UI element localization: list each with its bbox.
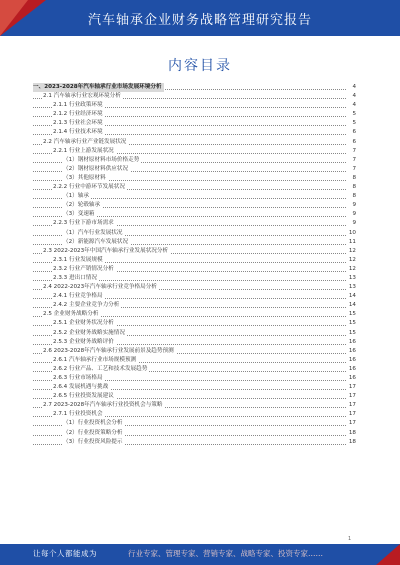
toc-entry-text: （1）钢材原材料市场价格走势 [63, 156, 141, 165]
toc-entry[interactable] [33, 110, 356, 119]
toc-entry[interactable] [33, 256, 356, 265]
toc-entry[interactable] [33, 347, 356, 356]
toc-entry-page: 15 [347, 329, 356, 338]
toc-entry-page: 7 [347, 147, 356, 156]
toc-entry-page: 14 [347, 301, 356, 310]
toc-entry-page: 15 [347, 319, 356, 328]
toc-entry-text: （2）新能源汽车发展状况 [63, 238, 130, 247]
toc-entry[interactable] [33, 319, 356, 328]
toc-entry-text: 2.6.5 行业投资发展建议 [53, 392, 116, 401]
toc-entry-text: 2.2.2 行业中游环节发展状况 [53, 183, 127, 192]
toc-entry[interactable] [33, 210, 356, 219]
footer-slogan: 让每个人都能成为 [33, 549, 97, 558]
toc-entry-text: （1）行业投资机会分析 [63, 419, 125, 428]
toc-entry[interactable] [33, 356, 356, 365]
toc-entry[interactable] [33, 410, 356, 419]
toc-entry-page: 16 [347, 365, 356, 374]
toc-entry-text: 2.1.1 行业政策环境 [53, 101, 105, 110]
toc-entry[interactable] [33, 219, 356, 228]
toc-entry-page: 5 [347, 119, 356, 128]
toc-entry[interactable] [33, 201, 356, 210]
toc-entry[interactable] [33, 247, 356, 256]
toc-entry-text: 2.4 2022-2023年汽车轴承行业竞争格局分析 [43, 283, 159, 292]
toc-entry-page: 16 [347, 374, 356, 383]
toc-entry-page: 17 [347, 392, 356, 401]
toc-entry-text: （1）汽车行业发展状况 [63, 229, 125, 238]
toc-entry-page: 7 [347, 156, 356, 165]
toc-entry[interactable] [33, 119, 356, 128]
toc-entry-page: 14 [347, 292, 356, 301]
toc-entry-text: 2.3.2 行业产销情况分析 [53, 265, 116, 274]
toc-entry-text: 2.1.3 行业社会环境 [53, 119, 105, 128]
toc-entry[interactable] [33, 274, 356, 283]
toc-entry[interactable] [33, 92, 356, 101]
toc-entry[interactable] [33, 156, 356, 165]
toc-entry[interactable] [33, 392, 356, 401]
toc-entry-page: 15 [347, 310, 356, 319]
toc-entry-page: 11 [347, 238, 356, 247]
toc-entry[interactable] [33, 183, 356, 192]
toc-entry-page: 12 [347, 256, 356, 265]
toc-entry[interactable] [33, 292, 356, 301]
toc-entry[interactable] [33, 83, 356, 92]
toc-entry-page: 4 [347, 101, 356, 110]
toc-entry-text: 2.5.3 企业财务战略评价 [53, 338, 116, 347]
toc-entry[interactable] [33, 147, 356, 156]
toc-entry[interactable] [33, 383, 356, 392]
toc-entry[interactable] [33, 329, 356, 338]
toc-entry[interactable] [33, 229, 356, 238]
toc-entry-text: 2.6.1 汽车轴承行业市场规模预测 [53, 356, 138, 365]
toc-entry-text: 2.6.2 行业产品、工艺和技术发展趋势 [53, 365, 149, 374]
toc-entry-text: 2.1.2 行业经济环境 [53, 110, 105, 119]
toc-entry-text: 2.3.1 行业发展规模 [53, 256, 105, 265]
toc-entry[interactable] [33, 310, 356, 319]
toc-entry-text: 2.7 2023-2028年汽车轴承行业投资机会与策略 [43, 401, 164, 410]
page-header [0, 0, 400, 36]
toc-entry-page: 5 [347, 110, 356, 119]
toc-entry-page: 17 [347, 401, 356, 410]
toc-entry-text: 2.5.2 企业财务战略实施情况 [53, 329, 127, 338]
toc-entry-page: 18 [347, 429, 356, 438]
toc-entry-text: 2.2 汽车轴承行业产业链发展状况 [43, 138, 128, 147]
toc-entry-text: （2）轮毂轴承 [63, 201, 102, 210]
toc-entry[interactable] [33, 429, 356, 438]
toc-entry-text: 2.7.1 行业投资机会 [53, 410, 105, 419]
toc-entry-page: 7 [347, 165, 356, 174]
toc-entry-page: 17 [347, 419, 356, 428]
toc-entry[interactable] [33, 238, 356, 247]
toc-entry-page: 10 [347, 229, 356, 238]
toc-entry-page: 6 [347, 138, 356, 147]
toc-entry-page: 9 [347, 219, 356, 228]
toc-entry[interactable] [33, 265, 356, 274]
toc-entry-text: 2.5 企业财务战略分析 [43, 310, 100, 319]
toc-entry[interactable] [33, 419, 356, 428]
toc-entry-text: 2.4.2 主要企业竞争力分析 [53, 301, 121, 310]
toc-entry-page: 13 [347, 274, 356, 283]
toc-entry-page: 18 [347, 438, 356, 447]
toc-entry-page: 16 [347, 356, 356, 365]
footer-slogan-detail: 行业专家、管理专家、营销专家、战略专家、投资专家…… [128, 549, 323, 558]
toc-entry[interactable] [33, 138, 356, 147]
toc-entry-page: 17 [347, 410, 356, 419]
toc-entry-page: 8 [347, 192, 356, 201]
toc-entry-page: 9 [347, 210, 356, 219]
toc-entry-text: 2.2.1 行业上游发展状况 [53, 147, 116, 156]
table-of-contents [33, 83, 356, 447]
toc-entry[interactable] [33, 338, 356, 347]
toc-entry-text: 2.6.3 行业市场格局 [53, 374, 105, 383]
toc-entry-text: 2.1 汽车轴承行业宏观环境分析 [43, 92, 123, 101]
page-footer [0, 544, 400, 565]
toc-entry-page: 12 [347, 265, 356, 274]
toc-entry-text: 一、2023-2028年汽车轴承行业市场发展环境分析 [33, 83, 164, 92]
toc-entry-text: （3）变速箱 [63, 210, 97, 219]
toc-entry-page: 9 [347, 201, 356, 210]
toc-entry[interactable] [33, 374, 356, 383]
toc-entry-page: 16 [347, 347, 356, 356]
toc-entry-text: 2.1.4 行业技术环境 [53, 128, 105, 137]
toc-entry-text: （3）其他原材料 [63, 174, 108, 183]
toc-entry-text: （2）钢材原材料供应状况 [63, 165, 130, 174]
report-title: 汽车轴承企业财务战略管理研究报告 [87, 13, 312, 28]
toc-entry[interactable] [33, 283, 356, 292]
toc-entry-page: 13 [347, 283, 356, 292]
toc-entry-page: 6 [347, 128, 356, 137]
toc-entry-text: （3）行业投资风险提示 [63, 438, 125, 447]
toc-entry-page: 8 [347, 183, 356, 192]
toc-title: 内容目录 [168, 58, 232, 74]
toc-entry[interactable] [33, 192, 356, 201]
toc-entry-text: 2.6 2023-2028年汽车轴承行业发展前景及趋势预测 [43, 347, 176, 356]
toc-entry-text: 2.3 2022-2023年中国汽车轴承行业发展状况分析 [43, 247, 170, 256]
toc-entry-text: 2.3.3 进出口情况 [53, 274, 99, 283]
toc-entry-text: 2.6.4 发展机遇与挑战 [53, 383, 110, 392]
toc-entry-text: 2.4.1 行业竞争格局 [53, 292, 105, 301]
page-number: 1 [348, 536, 352, 542]
toc-entry-text: （2）行业投资策略分析 [63, 429, 125, 438]
toc-entry[interactable] [33, 174, 356, 183]
toc-entry[interactable] [33, 365, 356, 374]
toc-entry-text: （1）轴承 [63, 192, 91, 201]
toc-entry[interactable] [33, 438, 356, 447]
toc-entry[interactable] [33, 165, 356, 174]
footer-red-accent [376, 544, 400, 565]
toc-entry-page: 8 [347, 174, 356, 183]
toc-entry-page: 17 [347, 383, 356, 392]
toc-entry-page: 16 [347, 338, 356, 347]
toc-entry-page: 12 [347, 247, 356, 256]
toc-entry-text: 2.5.1 企业财务状况分析 [53, 319, 116, 328]
toc-entry-text: 2.2.3 行业下游市场需求 [53, 219, 116, 228]
toc-entry-page: 4 [347, 83, 356, 92]
toc-entry[interactable] [33, 101, 356, 110]
toc-entry[interactable] [33, 301, 356, 310]
toc-entry[interactable] [33, 128, 356, 137]
toc-entry-page: 4 [347, 92, 356, 101]
toc-entry[interactable] [33, 401, 356, 410]
